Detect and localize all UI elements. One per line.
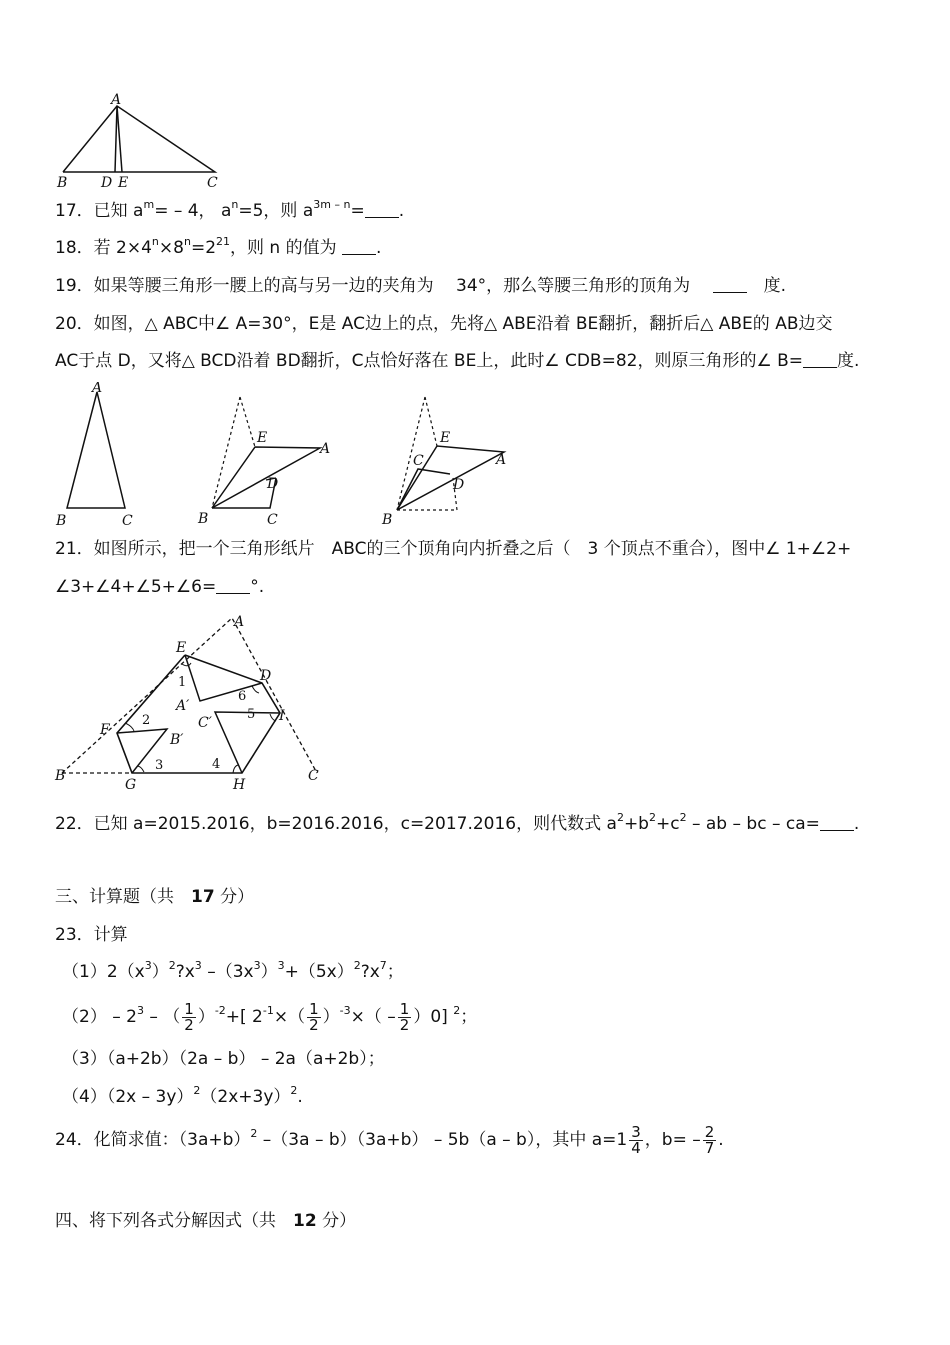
answer-blank	[216, 579, 250, 594]
label-c: C	[308, 768, 319, 784]
question-20-line-1: 20．如图，△ ABC中∠ A=30°，E是 AC边上的点，先将△ ABE沿着 BE翻折，翻折后△ ABE的 AB边交	[55, 314, 833, 334]
label-a: A	[496, 452, 507, 468]
label-h: H	[233, 777, 246, 793]
answer-blank	[820, 816, 854, 831]
angle-4-label: 4	[212, 757, 221, 772]
question-23-title: 23．计算	[55, 925, 128, 945]
label-e: E	[118, 175, 129, 191]
figure-folding-steps	[52, 382, 522, 530]
fraction: $\frac{1}{2}$	[399, 999, 410, 1034]
label-e: E	[257, 430, 268, 446]
answer-blank	[713, 278, 747, 293]
question-17: 17．已知 $a^m= - 4$， $a^n=5$，则 $a^{3m - n}=$ .	[55, 198, 405, 221]
label-d: D	[260, 668, 272, 684]
label-b: B	[57, 175, 68, 191]
question-18: 18．若 $2\times 4^n\times 8^n=2^{21}$，则 n 的值为 .	[55, 235, 382, 258]
label-a: A	[320, 441, 331, 457]
label-b: B	[56, 513, 67, 529]
label-e: E	[440, 430, 451, 446]
question-21-line-2: ∠3+∠4+∠5+∠6= °.	[55, 577, 265, 597]
figure-folded-triangle-angles	[52, 608, 332, 793]
label-c: C	[122, 513, 133, 529]
label-a: A	[234, 614, 245, 630]
label-g: G	[125, 777, 137, 793]
answer-blank	[342, 240, 376, 255]
label-c: C	[207, 175, 218, 191]
section-3-heading: 三、计算题（共 17 分）	[55, 887, 255, 907]
label-b: B	[382, 512, 393, 528]
fraction: $\frac{2}{7}$	[704, 1122, 715, 1157]
fraction: $\frac{1}{2}$	[184, 999, 194, 1034]
label-i: I	[279, 708, 285, 724]
question-23-part-2: $(2) - 2^3$ – （ $\frac{1}{2}$ ）$^{-2}$+[ $2^{-1}\times$（ $\frac{1}{2}$ ）$^{-3}$×（ – $\frac{1}{2}$ ）0] $^2$；	[62, 999, 478, 1034]
figure-triangle-abc-de	[55, 92, 230, 192]
angle-1-label: 1	[178, 675, 187, 690]
section-4-heading: 四、将下列各式分解因式（共 12 分）	[55, 1211, 357, 1231]
question-23-part-1: $(1)2(x^3)^2?x^3$ $-(3x^3)^3+(5x)^2?x^7$；	[62, 959, 404, 982]
question-20-line-2: AC于点 D，又将△ BCD沿着 BD翻折，C点恰好落在 BE上，此时∠ CDB=82，则原三角形的∠ B= 度.	[55, 351, 860, 371]
label-d: D	[267, 476, 279, 492]
label-f: F	[100, 722, 110, 738]
label-d: D	[453, 477, 465, 493]
label-a: A	[111, 92, 122, 108]
label-d: D	[101, 175, 113, 191]
label-c: C	[267, 512, 278, 528]
angle-2-label: 2	[142, 713, 151, 728]
label-b: B	[55, 768, 66, 784]
label-e: E	[176, 640, 187, 656]
label-a-prime: A′	[176, 698, 190, 714]
label-b-prime: B′	[170, 732, 184, 748]
question-22: 22．已知 a=2015.2016，b=2016.2016，c=2017.2016，则代数式 $a^2+b^2+c^2$ – ab – bc – ca= .	[55, 811, 860, 834]
question-23-part-3: （3）（a+2b）（2a – b） – 2a（a+2b）；	[62, 1049, 385, 1069]
question-19: 19．如果等腰三角形一腰上的高与另一边的夹角为 34°，那么等腰三角形的顶角为 度.	[55, 276, 786, 296]
fraction: $\frac{1}{2}$	[309, 999, 319, 1034]
angle-6-label: 6	[238, 689, 247, 704]
answer-blank	[365, 203, 399, 218]
label-b: B	[198, 511, 209, 527]
angle-3-label: 3	[155, 758, 164, 773]
answer-blank	[803, 353, 837, 368]
angle-5-label: 5	[247, 707, 256, 722]
question-23-part-4: $(4)(2x - 3y)^2(2x+3y)^2$.	[62, 1084, 303, 1107]
question-24: 24．化简求值：$(3a+b)^2$ –（3a – b）（3a+b） – 5b（a – b），其中 a=1 $\frac{3}{4}$ ，b= – $\frac{2}{7}$ .	[55, 1122, 724, 1157]
label-c: C	[413, 453, 424, 469]
fraction: $\frac{3}{4}$	[631, 1122, 641, 1157]
label-c-prime: C′	[198, 715, 212, 731]
question-21-line-1: 21．如图所示，把一个三角形纸片 ABC的三个顶角向内折叠之后（ 3 个顶点不重合），图中∠ 1+∠2+	[55, 539, 852, 559]
label-a: A	[92, 382, 103, 396]
